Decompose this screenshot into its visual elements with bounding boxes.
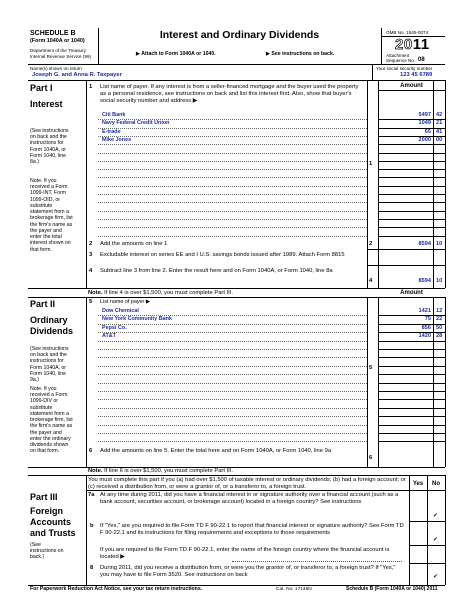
q7b-country-text: If you are required to file Form TD F 90-22.1, enter the name of the foreign country where the financial account is located ▶ (100, 547, 390, 561)
part1-payer-dollars[interactable]: 5497 (418, 112, 431, 118)
schedule-label: SCHEDULE B (30, 30, 76, 37)
part1-row-rule (98, 219, 367, 220)
part2-amount-row-rule (378, 341, 445, 342)
q7a-rule (409, 521, 445, 522)
part2-amount-row-rule (378, 391, 445, 392)
names-label: Name(s) shown on return (30, 66, 82, 71)
part1-row-rule (98, 236, 367, 237)
part2-row-rule (98, 433, 367, 434)
see-instructions: ▶ See instructions on back. (266, 51, 335, 57)
line2-text: Add the amounts on line 1 (100, 241, 168, 247)
part1-amount-row-rule (378, 211, 445, 212)
part1-note-text: If line 4 is over $1,500, you must complete Part III. (104, 290, 234, 296)
part1-row-rule (98, 186, 367, 187)
line4-cents: 10 (436, 278, 443, 284)
part1-side-note: Note. If you received a Form 1099-INT, Form 1099-OID, or substitute statement from a brokerage firm, list the firm's name as the payer and enter the total interest shown on that form. (30, 178, 73, 253)
q7b-number: b (90, 523, 94, 529)
part1-label: Part I (30, 83, 53, 93)
part2-row-rule (98, 357, 367, 358)
q7a-no-checkbox[interactable]: ✔ (433, 513, 439, 519)
footer-paperwork-notice: For Paperwork Reduction Act Notice, see your tax return instructions. (30, 586, 203, 592)
part1-payer-dollars[interactable]: 65 (424, 128, 431, 135)
tax-year-suffix: 11 (412, 36, 430, 53)
part2-note-text: If line 6 is over $1,500, you must complete Part III. (104, 468, 234, 474)
part1-payer-cents[interactable]: 21 (436, 120, 443, 127)
part3-left-column-rule (86, 475, 87, 585)
part1-payer-name[interactable]: E-trade (102, 128, 121, 135)
sequence-label: Sequence No. (386, 58, 416, 63)
line3-rule (367, 265, 445, 266)
part2-label: Part II (30, 299, 56, 309)
part1-left-column-rule (86, 80, 87, 288)
line6-box-number: 6 (369, 455, 373, 461)
q8-number: 8 (90, 565, 94, 571)
line3-number: 3 (89, 252, 93, 258)
part2-payer-dollars[interactable]: 1420 (418, 333, 431, 340)
part1-amount-row-rule (378, 169, 445, 170)
part1-row-rule (98, 211, 367, 212)
q7a-text: At any time during 2011, did you have a financial interest in or signature authority over a financial account (such as a bank account, securities account, or brokerage account) located in a foreign country? See instructions (100, 492, 399, 506)
part2-top-rule (28, 297, 445, 298)
q7b-rule (409, 545, 445, 546)
attachment-label: Attachment (386, 53, 410, 58)
part1-payer-name[interactable]: Citi Bank (102, 112, 126, 118)
part2-row-rule (98, 366, 367, 367)
q8-text: During 2011, did you receive a distribution from, or were you the grantor of, or transferor to, a foreign trust? If "Yes," you may have to file Form 3520. See instructions on back (100, 565, 396, 579)
line1-number: 1 (89, 84, 93, 90)
part2-row-rule (98, 416, 367, 417)
line4-number: 4 (89, 268, 93, 274)
part2-amount-row-rule (378, 383, 445, 384)
part1-row-rule (98, 144, 367, 145)
line1-box-number: 1 (369, 161, 373, 167)
line2-dollars: 8594 (418, 241, 431, 247)
part2-amount-row-rule (378, 433, 445, 434)
part1-row-rule (98, 169, 367, 170)
part2-payer-name[interactable]: New York Community Bank (102, 316, 172, 323)
no-column-left-rule (427, 475, 428, 585)
part2-amount-row-rule (378, 425, 445, 426)
part2-amount-row-rule (378, 374, 445, 375)
part2-row-rule (98, 341, 367, 342)
no-header: No (432, 481, 440, 487)
q8-no-checkbox[interactable]: ✔ (433, 574, 439, 580)
part1-payer-cents[interactable]: 42 (436, 112, 443, 118)
part1-row-rule (98, 153, 367, 154)
q7b-no-checkbox[interactable]: ✔ (433, 537, 439, 543)
omb-number: OMB No. 1545-0074 (386, 30, 429, 35)
tax-year (395, 36, 430, 53)
part2-payer-dollars[interactable]: 75 (424, 316, 431, 323)
part2-row-rule (98, 324, 367, 325)
part1-title: Interest (30, 99, 63, 109)
part3-title-line2: Accounts (30, 517, 72, 527)
part3-top-rule (28, 475, 445, 476)
line6-number: 6 (89, 448, 93, 454)
part2-row-rule (98, 408, 367, 409)
footer-catalog-number: Cat. No. 17146N (276, 587, 312, 592)
part1-payer-name[interactable]: Mike Jones (102, 136, 132, 143)
part2-amount-row-rule (378, 408, 445, 409)
ssn-divider (372, 64, 373, 80)
part2-row-rule (98, 349, 367, 350)
part2-payer-cents[interactable]: 12 (436, 308, 443, 314)
part3-right-rule (445, 475, 446, 585)
line6-text: Add the amounts on line 5. Enter the total here and on Form 1040A, or Form 1040, line 9a (100, 448, 332, 454)
part2-payer-cents[interactable]: 28 (436, 333, 443, 340)
part2-row-rule (98, 391, 367, 392)
part1-amount-header-rule (378, 90, 445, 91)
footer-schedule-id: Schedule B (Form 1040A or 1040) 2011 (346, 586, 438, 592)
part1-right-rule (445, 80, 446, 288)
part2-row-rule (98, 374, 367, 375)
part3-intro-rule (86, 490, 445, 491)
header-bottom-rule (28, 64, 445, 65)
part1-payer-dollars[interactable]: 1049 (418, 120, 431, 127)
part2-payer-name[interactable]: Dow Chemical (102, 308, 139, 314)
line1-instructions: List name of payer. If any interest is from a seller-financed mortgage and the buyer used the property as a personal residence, see instructions on back and list this interest first. Also, show that buyer's social security number and address ▶ (100, 84, 359, 105)
part1-note-label: Note. (88, 290, 103, 296)
form-reference: (Form 1040A or 1040) (30, 38, 85, 44)
line4-box-number: 4 (369, 278, 373, 284)
part1-row-rule (98, 128, 367, 129)
tax-year-prefix: 20 (395, 36, 413, 53)
attach-instruction: ▶ Attach to Form 1040A or 1040. (136, 51, 216, 57)
line4-dollars: 8594 (418, 278, 431, 284)
header-divider-right (381, 28, 382, 64)
q7b-text: If "Yes," are you required to file Form TD F 90-22.1 to report that financial interest or signature authority? See Form TD F 90-22.1 and its instructions for filing requirements and exceptions to those requirements (100, 523, 404, 537)
line4-text: Subtract line 3 from line 2. Enter the result here and on Form 1040A, or Form 1040, line 8a (100, 268, 333, 274)
part2-amount-row-rule (378, 366, 445, 367)
part2-amount-header: Amount (400, 290, 423, 296)
line2-cents: 10 (436, 241, 443, 247)
part3-title-line3: and Trusts (30, 528, 76, 538)
q7b-country-field[interactable] (232, 561, 402, 562)
part2-payer-cents[interactable]: 22 (436, 316, 443, 323)
part1-note-rule (28, 288, 445, 289)
part3-label: Part III (30, 492, 58, 502)
part1-amount-row-rule (378, 186, 445, 187)
part1-amount-row-rule (378, 227, 445, 228)
part1-row-rule (98, 161, 367, 162)
part2-row-rule (98, 383, 367, 384)
line5-number: 5 (89, 299, 93, 305)
part1-amount-row-rule (378, 153, 445, 154)
q7a-number: 7a (88, 492, 95, 498)
part2-title-line2: Dividends (30, 326, 74, 336)
part1-row-rule (98, 202, 367, 203)
part2-payer-dollars[interactable]: 1421 (418, 308, 431, 314)
line2-box-number: 2 (369, 241, 373, 247)
part1-linebox-right (378, 80, 379, 288)
line2-number: 2 (89, 241, 93, 247)
part2-payer-cents[interactable]: 50 (436, 324, 443, 331)
part2-payer-dollars[interactable]: 856 (421, 324, 431, 331)
line5-box-number: 5 (369, 365, 373, 371)
part1-row-rule (98, 194, 367, 195)
department-line-2: Internal Revenue Service (99) (30, 54, 92, 59)
part1-amount-row-rule (378, 194, 445, 195)
ssn-label: Your social security number (376, 66, 433, 71)
part1-row-rule (98, 227, 367, 228)
sequence-number: 08 (418, 57, 425, 63)
part2-note-label: Note. (88, 468, 103, 474)
part2-amount-row-rule (378, 399, 445, 400)
part2-row-rule (98, 399, 367, 400)
part2-side-instructions: (See instructions on back and the instructions for Form 1040A, or Form 1040, line 9a.) (30, 346, 69, 384)
part1-payer-dollars[interactable]: 2000 (418, 136, 431, 143)
part2-linebox-left (367, 297, 368, 467)
part2-row-rule (98, 332, 367, 333)
part3-side-instructions: (See instructions on back.) (30, 542, 64, 561)
part2-right-rule (445, 297, 446, 467)
line2-rule (367, 249, 445, 250)
part1-amount-row-rule (378, 161, 445, 162)
part2-row-rule (98, 441, 367, 442)
part1-amount-row-rule (378, 177, 445, 178)
part1-payer-cents[interactable]: 41 (436, 128, 443, 135)
part1-top-rule (28, 80, 445, 81)
part1-side-instructions: (See instructions on back and the instructions for Form 1040A, or Form 1040, line 8a.) (30, 128, 69, 166)
part3-intro: You must complete this part if you (a) had over $1,500 of taxable interest or ordinary dividends; (b) had a foreign account; or (c) received a distribution from, or were a grantor of, or a transferor to, a foreign trust. (88, 477, 406, 491)
part1-amount-row-rule (378, 144, 445, 145)
part2-amount-row-rule (378, 357, 445, 358)
part2-title-line1: Ordinary (30, 315, 68, 325)
department-line-1: Department of the Treasury (30, 48, 86, 53)
part1-row-rule (98, 177, 367, 178)
yes-header: Yes (412, 481, 424, 487)
part1-row-rule (98, 136, 367, 137)
line3-text: Excludable interest on series EE and I U.S. savings bonds issued after 1989. Attach Form 8815 (100, 252, 345, 258)
part1-amount-row-rule (378, 236, 445, 237)
part2-row-rule (98, 425, 367, 426)
part1-amount-row-rule (378, 219, 445, 220)
yes-column-left-rule (409, 475, 410, 585)
taxpayer-names: Joseph G. and Anna R. Taxpayer (32, 72, 122, 78)
part2-payer-name[interactable]: Pepsi Co. (102, 324, 127, 331)
part2-payer-name[interactable]: AT&T (102, 333, 116, 340)
q7b-country-rule (409, 563, 445, 564)
part1-linebox-left (367, 80, 368, 288)
part2-amount-row-rule (378, 441, 445, 442)
part1-amount-row-rule (378, 202, 445, 203)
part1-payer-name[interactable]: Navy Federal Credit Union (102, 120, 170, 127)
line5-text: List name of payer ▶ (100, 299, 150, 305)
part2-side-note: Note. If you received a Form 1099-DIV or substitute statement from a brokerage firm, list the firm's name as the payer and enter the ordinary dividends shown on that form. (30, 386, 73, 455)
part1-cents-rule (433, 80, 434, 288)
part1-payer-cents[interactable]: 00 (436, 136, 443, 143)
form-title: Interest and Ordinary Dividends (159, 29, 320, 41)
part2-amount-row-rule (378, 416, 445, 417)
part2-left-column-rule (86, 297, 87, 467)
part2-amount-row-rule (378, 349, 445, 350)
part3-title-line1: Foreign (30, 506, 63, 516)
part1-amount-header: Amount (400, 83, 423, 89)
taxpayer-ssn: 123 45 6789 (400, 72, 433, 78)
